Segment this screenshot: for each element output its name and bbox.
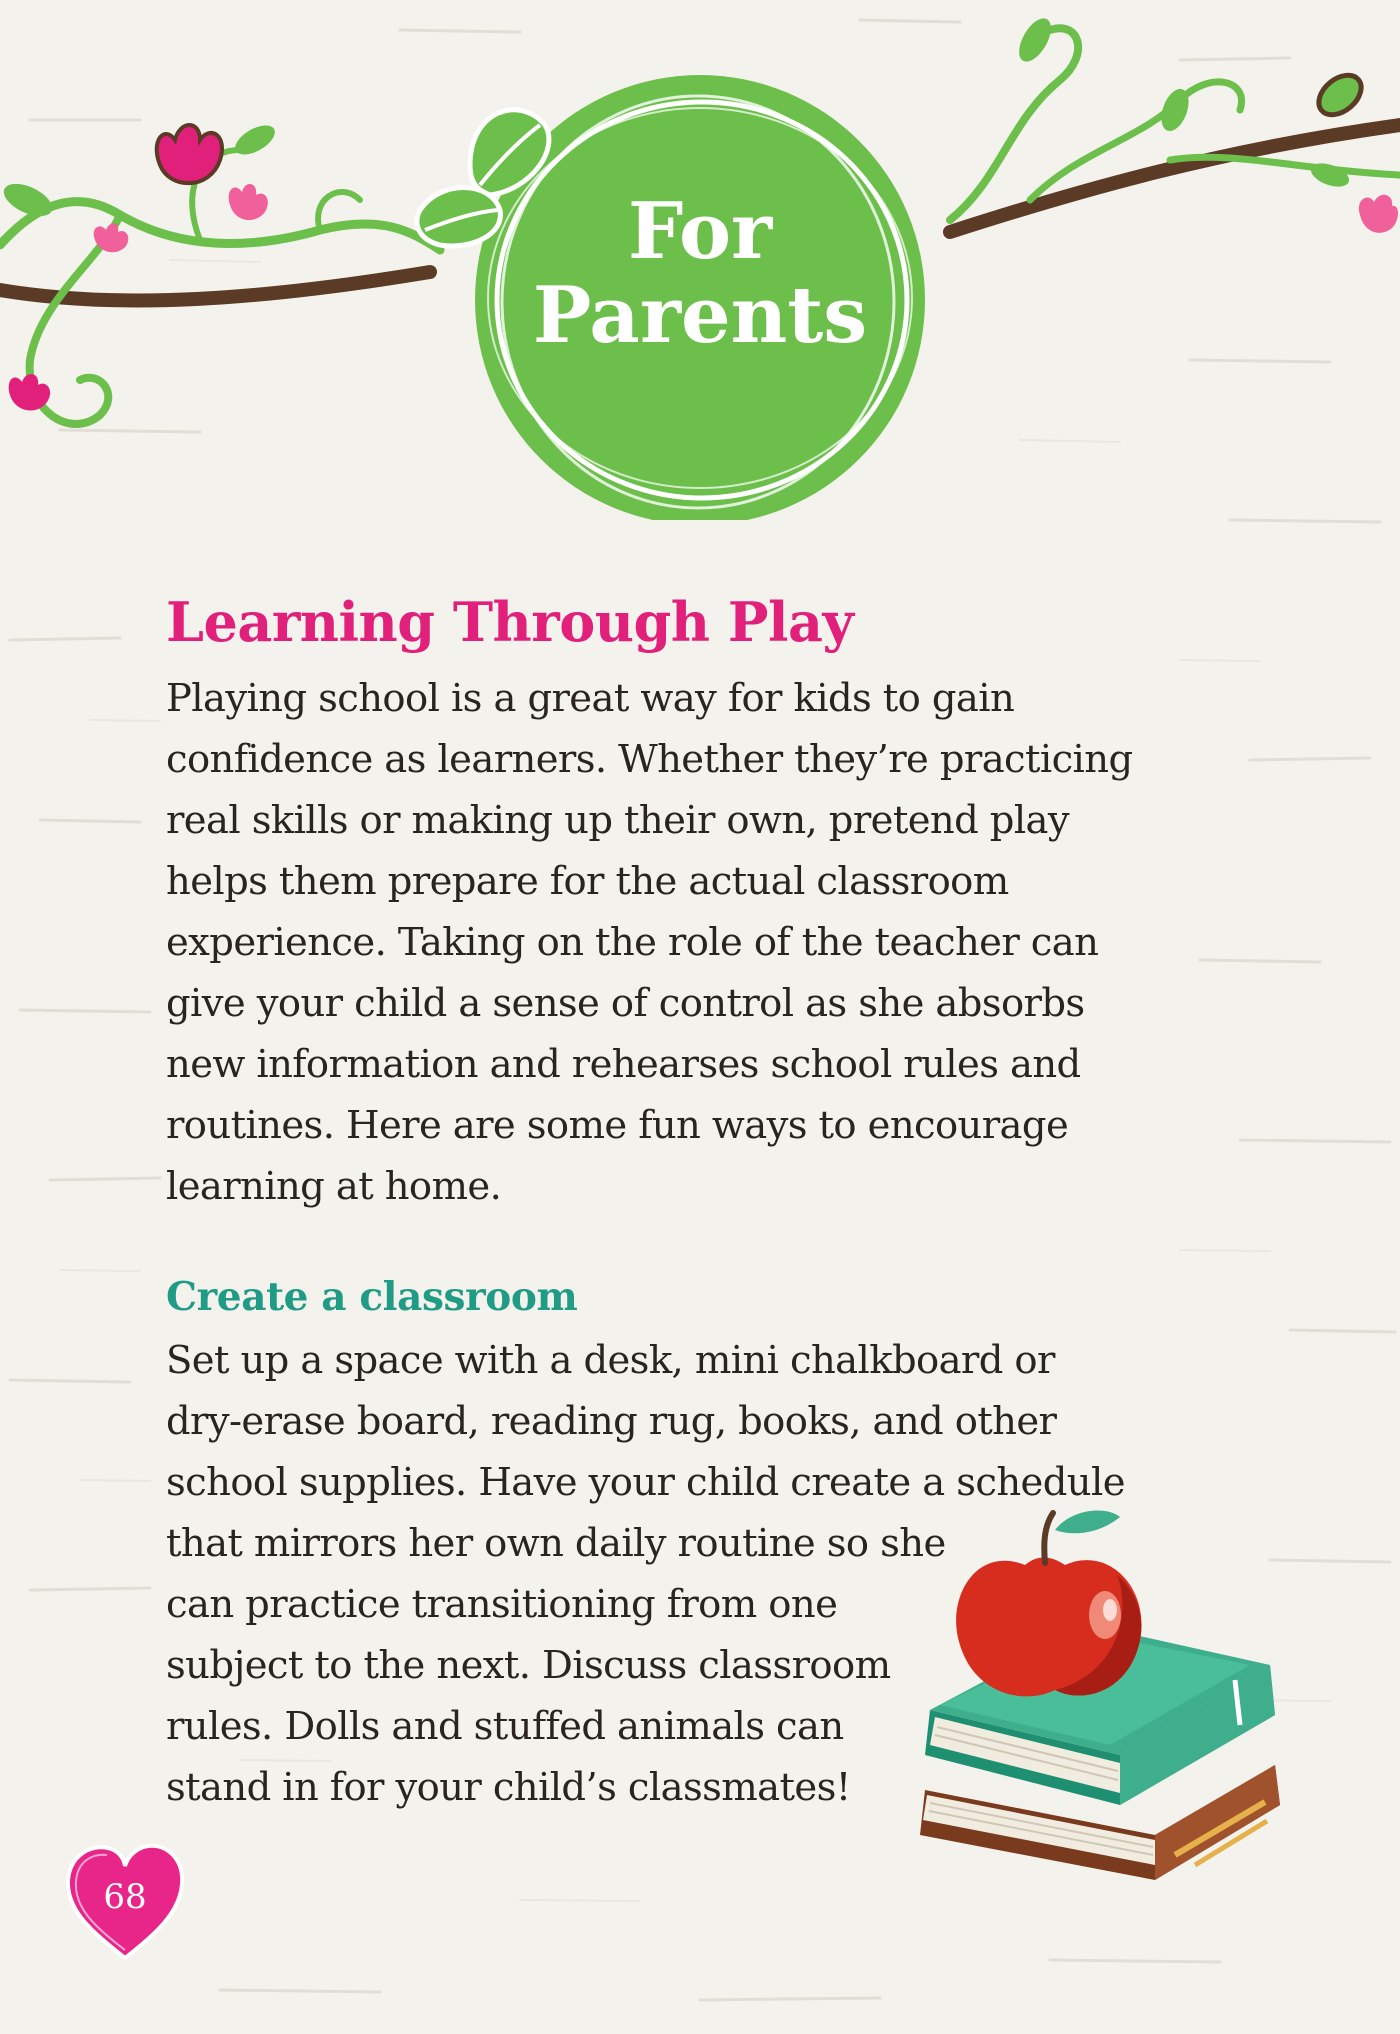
apple-on-books-icon	[905, 1505, 1305, 1925]
intro-line: helps them prepare for the actual classroom	[166, 859, 1009, 904]
classroom-line: subject to the next. Discuss classroom	[166, 1643, 891, 1688]
classroom-line: Set up a space with a desk, mini chalkboard or	[166, 1338, 1055, 1383]
classroom-line: that mirrors her own daily routine so she	[166, 1521, 946, 1566]
classroom-line: dry-erase board, reading rug, books, and other	[166, 1399, 1057, 1444]
classroom-line: stand in for your child’s classmates!	[166, 1765, 851, 1810]
classroom-line: school supplies. Have your child create a schedule	[166, 1460, 1125, 1505]
intro-line: give your child a sense of control as she absorbs	[166, 981, 1085, 1026]
intro-line: confidence as learners. Whether they’re practicing	[166, 737, 1133, 782]
intro-line: Playing school is a great way for kids to gain	[166, 676, 1015, 721]
intro-line: real skills or making up their own, pretend play	[166, 798, 1070, 843]
intro-line: learning at home.	[166, 1164, 502, 1209]
section-heading-learning-through-play: Learning Through Play	[166, 590, 854, 654]
pink-flower-icon	[157, 125, 222, 183]
intro-line: new information and rehearses school rules and	[166, 1042, 1081, 1087]
for-parents-badge	[500, 186, 900, 361]
intro-paragraph	[166, 668, 1226, 1217]
page-number: 68	[103, 1877, 147, 1917]
classroom-line: can practice transitioning from one	[166, 1582, 838, 1627]
subheading-create-a-classroom: Create a classroom	[166, 1274, 578, 1320]
intro-line: experience. Taking on the role of the teacher can	[166, 920, 1099, 965]
classroom-line: rules. Dolls and stuffed animals can	[166, 1704, 844, 1749]
intro-line: routines. Here are some fun ways to encourage	[166, 1103, 1069, 1148]
badge-title-line-1: For	[627, 186, 773, 277]
badge-title-line-2: Parents	[532, 270, 868, 361]
